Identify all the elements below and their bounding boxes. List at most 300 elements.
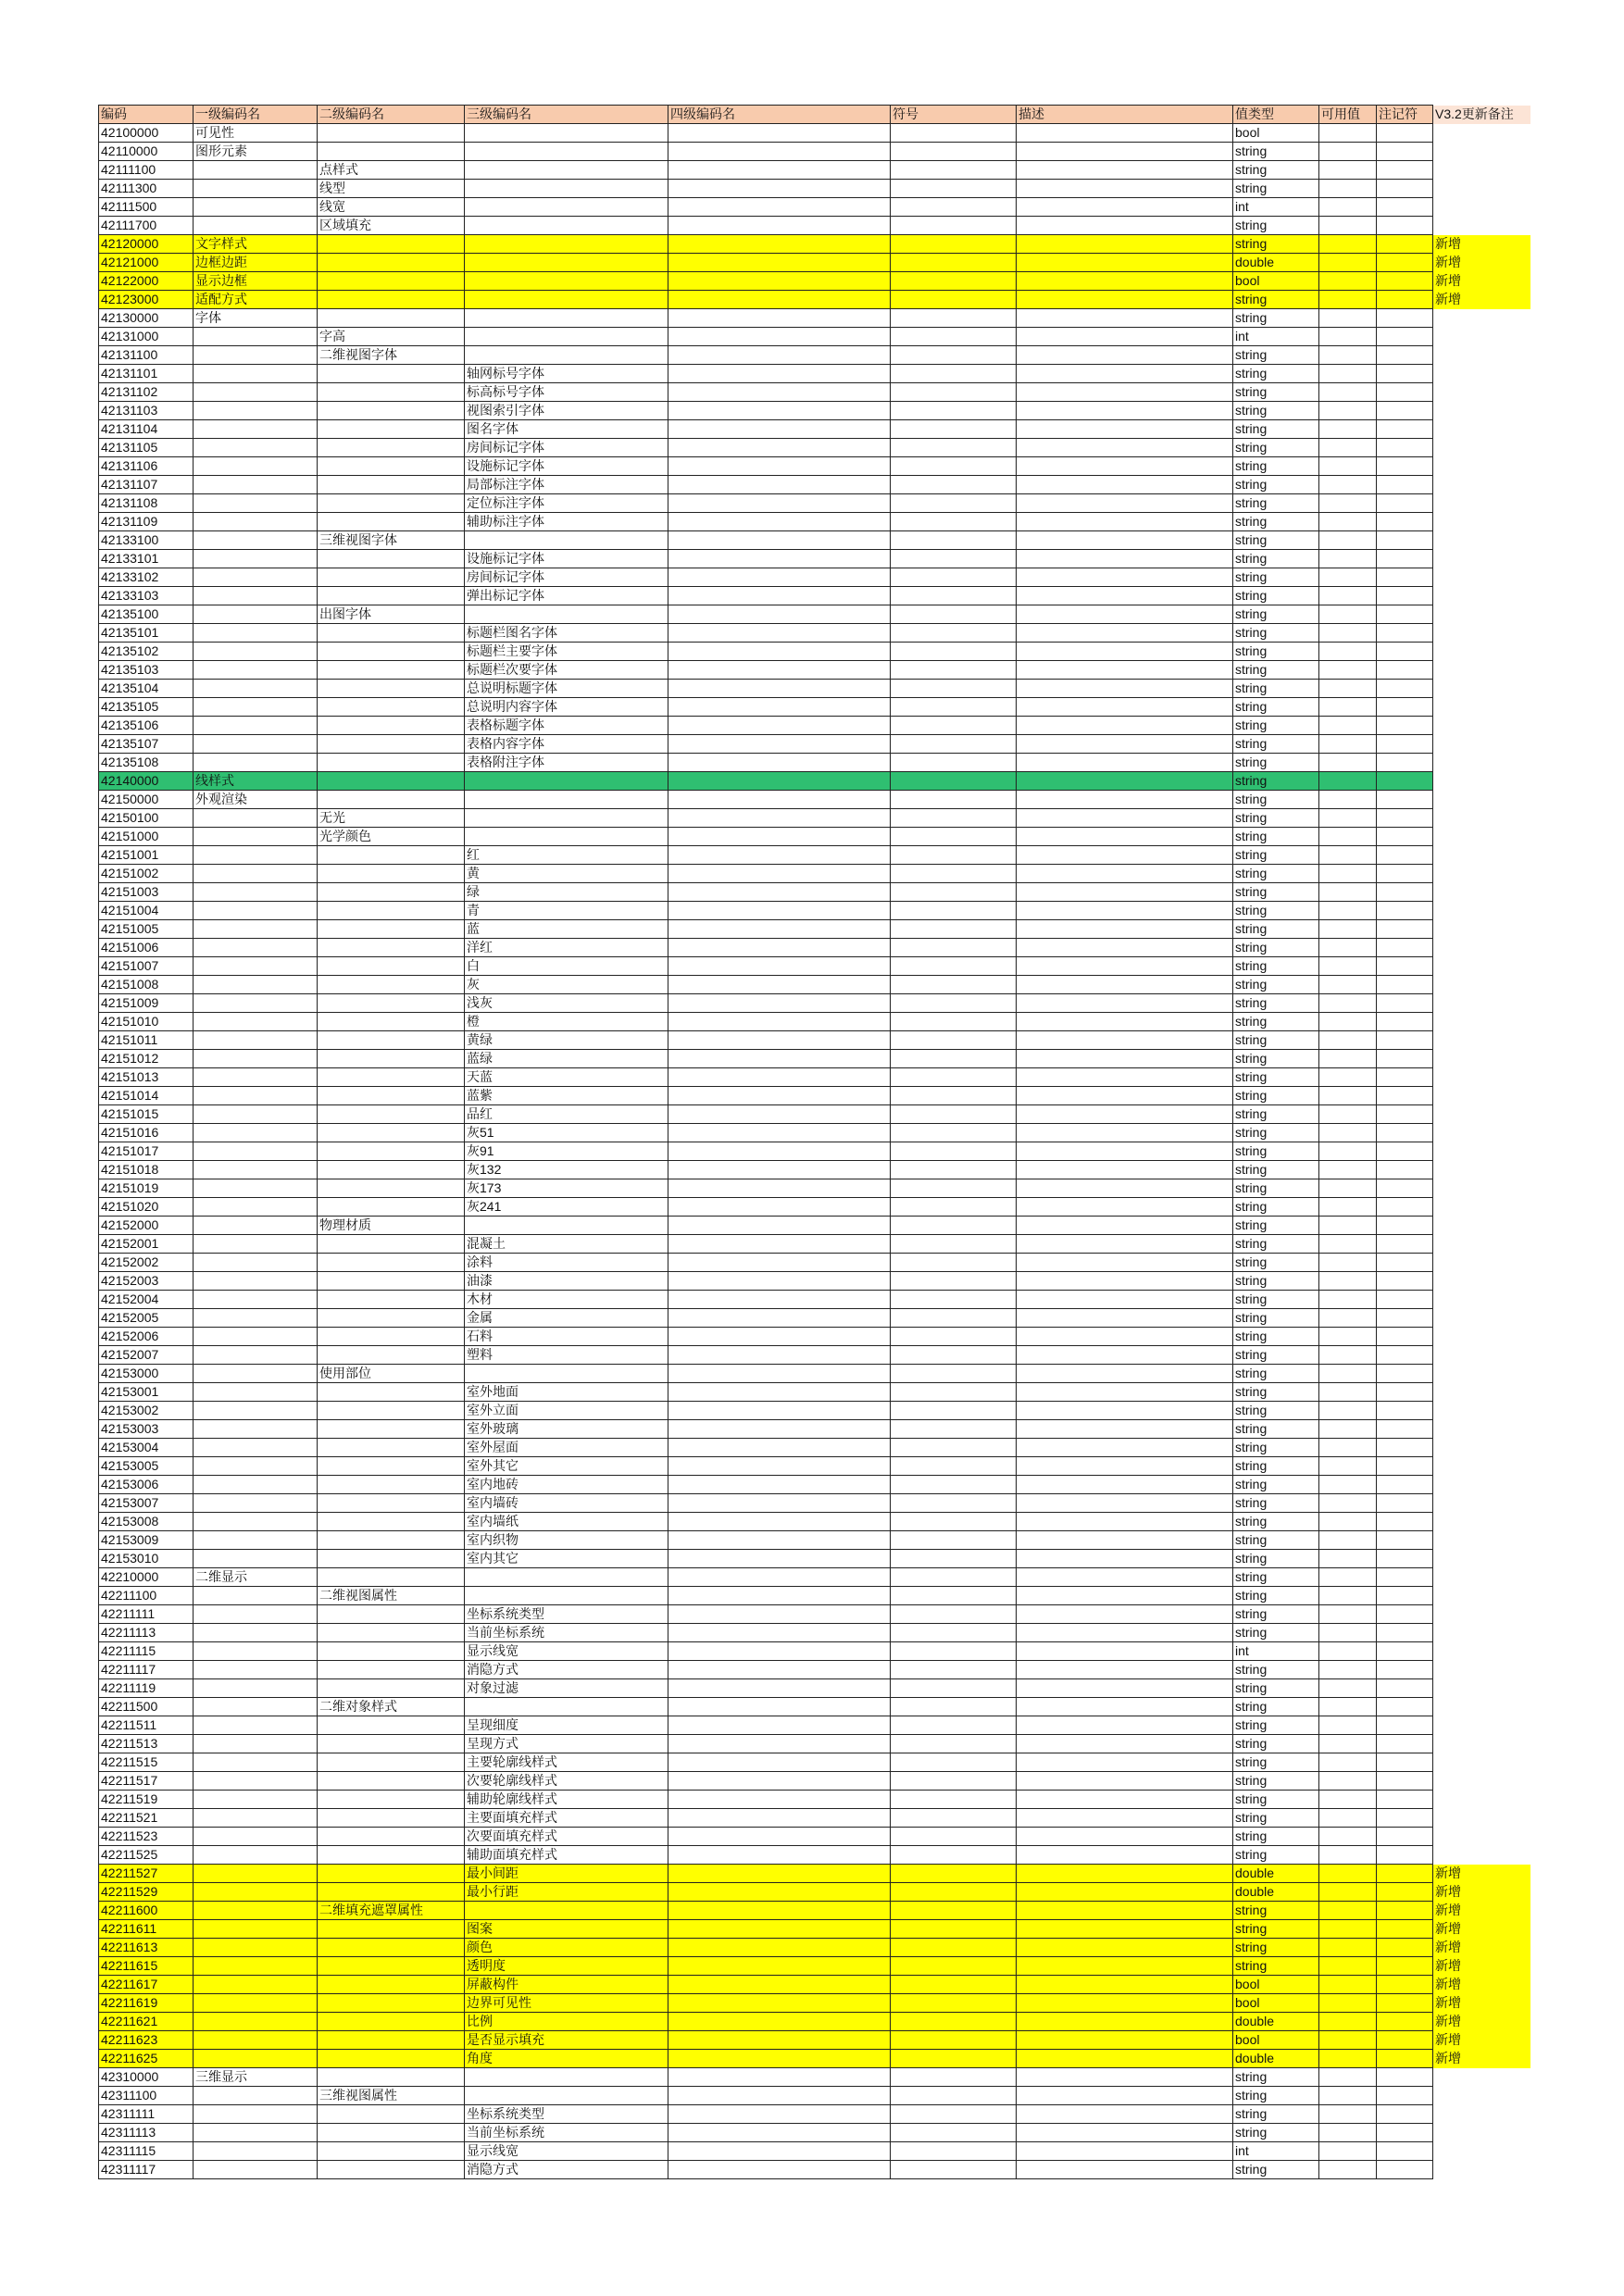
- table-row: [99, 531, 1531, 550]
- cell-value-type: string: [1233, 1013, 1319, 1031]
- table-row: [99, 902, 1531, 920]
- cell-available-values: [1319, 1365, 1377, 1383]
- cell-level4-name: [668, 272, 891, 291]
- cell-available-values: [1319, 957, 1377, 976]
- cell-description: [1017, 846, 1233, 865]
- cell-level1-name: [194, 1457, 318, 1476]
- cell-symbol: [891, 1328, 1017, 1346]
- cell-code: 42153005: [99, 1457, 194, 1476]
- cell-code: 42133103: [99, 587, 194, 605]
- cell-level4-name: [668, 2013, 891, 2031]
- cell-level1-name: [194, 1772, 318, 1791]
- cell-level4-name: [668, 1142, 891, 1161]
- cell-level3-name: [465, 1698, 668, 1716]
- cell-code: 42211625: [99, 2050, 194, 2068]
- table-row: [99, 624, 1531, 643]
- cell-update-note: [1433, 2068, 1531, 2087]
- cell-level2-name: [318, 1994, 465, 2013]
- cell-level4-name: [668, 1105, 891, 1124]
- cell-level2-name: [318, 1531, 465, 1550]
- cell-annotation: [1377, 2068, 1433, 2087]
- cell-value-type: string: [1233, 513, 1319, 531]
- cell-value-type: string: [1233, 2068, 1319, 2087]
- cell-description: [1017, 1994, 1233, 2013]
- cell-update-note: [1433, 550, 1531, 568]
- cell-value-type: double: [1233, 1883, 1319, 1902]
- cell-symbol: [891, 568, 1017, 587]
- cell-code: 42151010: [99, 1013, 194, 1031]
- cell-level4-name: [668, 1735, 891, 1753]
- cell-value-type: bool: [1233, 1976, 1319, 1994]
- cell-available-values: [1319, 1142, 1377, 1161]
- cell-value-type: string: [1233, 1716, 1319, 1735]
- cell-level1-name: [194, 1716, 318, 1735]
- cell-level4-name: [668, 1217, 891, 1235]
- cell-value-type: string: [1233, 309, 1319, 328]
- cell-code: 42151015: [99, 1105, 194, 1124]
- cell-code: 42150000: [99, 791, 194, 809]
- cell-level2-name: [318, 1605, 465, 1624]
- table-row: [99, 1179, 1531, 1198]
- cell-description: [1017, 180, 1233, 198]
- cell-symbol: [891, 1865, 1017, 1883]
- cell-description: [1017, 1494, 1233, 1513]
- cell-available-values: [1319, 291, 1377, 309]
- cell-code: 42211515: [99, 1753, 194, 1772]
- cell-value-type: string: [1233, 1309, 1319, 1328]
- cell-description: [1017, 439, 1233, 457]
- cell-description: [1017, 772, 1233, 791]
- cell-annotation: [1377, 643, 1433, 661]
- cell-available-values: [1319, 365, 1377, 383]
- cell-available-values: [1319, 550, 1377, 568]
- cell-level3-name: 坐标系统类型: [465, 1605, 668, 1624]
- cell-symbol: [891, 605, 1017, 624]
- cell-code: 42135102: [99, 643, 194, 661]
- cell-annotation: [1377, 291, 1433, 309]
- cell-update-note: 新增: [1433, 2031, 1531, 2050]
- cell-symbol: [891, 291, 1017, 309]
- cell-description: [1017, 217, 1233, 235]
- cell-level1-name: [194, 846, 318, 865]
- table-row: [99, 1642, 1531, 1661]
- cell-code: 42140000: [99, 772, 194, 791]
- cell-description: [1017, 994, 1233, 1013]
- cell-description: [1017, 2105, 1233, 2124]
- cell-symbol: [891, 1513, 1017, 1531]
- table-row: [99, 1568, 1531, 1587]
- cell-level4-name: [668, 1494, 891, 1513]
- cell-code: 42133102: [99, 568, 194, 587]
- cell-level4-name: [668, 902, 891, 920]
- cell-value-type: string: [1233, 809, 1319, 828]
- cell-level4-name: [668, 2124, 891, 2142]
- cell-level1-name: [194, 1105, 318, 1124]
- cell-level3-name: 蓝: [465, 920, 668, 939]
- cell-symbol: [891, 2031, 1017, 2050]
- cell-level3-name: 涂料: [465, 1254, 668, 1272]
- cell-level1-name: [194, 1809, 318, 1828]
- cell-level1-name: [194, 1272, 318, 1291]
- cell-value-type: string: [1233, 457, 1319, 476]
- cell-symbol: [891, 1476, 1017, 1494]
- cell-level4-name: [668, 1531, 891, 1550]
- cell-level2-name: [318, 402, 465, 420]
- cell-symbol: [891, 1753, 1017, 1772]
- cell-level4-name: [668, 1716, 891, 1735]
- cell-update-note: [1433, 680, 1531, 698]
- cell-level4-name: [668, 1235, 891, 1254]
- cell-annotation: [1377, 1920, 1433, 1939]
- cell-annotation: [1377, 1772, 1433, 1791]
- cell-code: 42311113: [99, 2124, 194, 2142]
- cell-symbol: [891, 772, 1017, 791]
- cell-available-values: [1319, 1920, 1377, 1939]
- cell-symbol: [891, 698, 1017, 717]
- table-row: [99, 698, 1531, 717]
- table-row: [99, 1439, 1531, 1457]
- cell-update-note: [1433, 902, 1531, 920]
- table-row: [99, 939, 1531, 957]
- table-row: [99, 1383, 1531, 1402]
- cell-available-values: [1319, 2013, 1377, 2031]
- cell-level4-name: [668, 1772, 891, 1791]
- cell-description: [1017, 1161, 1233, 1179]
- cell-level4-name: [668, 1476, 891, 1494]
- table-row: [99, 1235, 1531, 1254]
- cell-update-note: [1433, 1828, 1531, 1846]
- cell-level3-name: 表格标题字体: [465, 717, 668, 735]
- cell-description: [1017, 1902, 1233, 1920]
- cell-value-type: string: [1233, 680, 1319, 698]
- cell-level4-name: [668, 809, 891, 828]
- header-symbol: 符号: [891, 106, 1017, 124]
- cell-description: [1017, 1365, 1233, 1383]
- cell-annotation: [1377, 457, 1433, 476]
- cell-level3-name: 室外其它: [465, 1457, 668, 1476]
- cell-level2-name: [318, 1624, 465, 1642]
- cell-level3-name: 木材: [465, 1291, 668, 1309]
- cell-level4-name: [668, 828, 891, 846]
- cell-level2-name: [318, 2031, 465, 2050]
- cell-symbol: [891, 1642, 1017, 1661]
- table-row: [99, 1920, 1531, 1939]
- cell-value-type: string: [1233, 828, 1319, 846]
- cell-level2-name: 物理材质: [318, 1217, 465, 1235]
- cell-code: 42153008: [99, 1513, 194, 1531]
- cell-available-values: [1319, 383, 1377, 402]
- cell-available-values: [1319, 1550, 1377, 1568]
- cell-symbol: [891, 994, 1017, 1013]
- cell-annotation: [1377, 1309, 1433, 1328]
- cell-available-values: [1319, 1402, 1377, 1420]
- cell-level2-name: [318, 1920, 465, 1939]
- cell-value-type: double: [1233, 2013, 1319, 2031]
- cell-level1-name: [194, 1735, 318, 1753]
- cell-description: [1017, 568, 1233, 587]
- cell-update-note: [1433, 809, 1531, 828]
- table-row: [99, 1753, 1531, 1772]
- cell-annotation: [1377, 143, 1433, 161]
- cell-description: [1017, 272, 1233, 291]
- cell-code: 42211517: [99, 1772, 194, 1791]
- cell-description: [1017, 1402, 1233, 1420]
- header-row: [99, 106, 1531, 124]
- cell-value-type: string: [1233, 661, 1319, 680]
- cell-description: [1017, 457, 1233, 476]
- cell-available-values: [1319, 754, 1377, 772]
- cell-annotation: [1377, 1124, 1433, 1142]
- cell-level4-name: [668, 1753, 891, 1772]
- cell-level3-name: 图名字体: [465, 420, 668, 439]
- cell-level1-name: [194, 680, 318, 698]
- cell-level1-name: [194, 1365, 318, 1383]
- cell-level3-name: 显示线宽: [465, 1642, 668, 1661]
- cell-description: [1017, 1920, 1233, 1939]
- cell-symbol: [891, 513, 1017, 531]
- table-row: [99, 680, 1531, 698]
- cell-level3-name: 室外地面: [465, 1383, 668, 1402]
- cell-description: [1017, 902, 1233, 920]
- cell-code: 42131106: [99, 457, 194, 476]
- cell-description: [1017, 365, 1233, 383]
- cell-level2-name: [318, 2105, 465, 2124]
- cell-level4-name: [668, 291, 891, 309]
- cell-level3-name: [465, 124, 668, 143]
- cell-available-values: [1319, 698, 1377, 717]
- cell-value-type: string: [1233, 939, 1319, 957]
- cell-annotation: [1377, 1828, 1433, 1846]
- cell-description: [1017, 1346, 1233, 1365]
- cell-annotation: [1377, 513, 1433, 531]
- cell-annotation: [1377, 1161, 1433, 1179]
- cell-annotation: [1377, 1753, 1433, 1772]
- cell-level3-name: 最小间距: [465, 1865, 668, 1883]
- table-row: [99, 1068, 1531, 1087]
- cell-symbol: [891, 1791, 1017, 1809]
- cell-value-type: string: [1233, 1568, 1319, 1587]
- table-row: [99, 1031, 1531, 1050]
- cell-level2-name: [318, 1865, 465, 1883]
- cell-available-values: [1319, 1124, 1377, 1142]
- cell-symbol: [891, 865, 1017, 883]
- cell-level1-name: [194, 1865, 318, 1883]
- cell-level1-name: [194, 1605, 318, 1624]
- cell-code: 42211613: [99, 1939, 194, 1957]
- cell-annotation: [1377, 1402, 1433, 1420]
- cell-code: 42121000: [99, 254, 194, 272]
- table-row: [99, 161, 1531, 180]
- cell-description: [1017, 1531, 1233, 1550]
- cell-value-type: string: [1233, 994, 1319, 1013]
- cell-symbol: [891, 1531, 1017, 1550]
- cell-level3-name: 灰51: [465, 1124, 668, 1142]
- cell-level3-name: 主要面填充样式: [465, 1809, 668, 1828]
- cell-available-values: [1319, 217, 1377, 235]
- cell-level3-name: [465, 809, 668, 828]
- cell-level2-name: [318, 2142, 465, 2161]
- table-row: [99, 809, 1531, 828]
- cell-update-note: [1433, 1198, 1531, 1217]
- table-row: [99, 957, 1531, 976]
- cell-value-type: string: [1233, 735, 1319, 754]
- cell-available-values: [1319, 717, 1377, 735]
- cell-code: 42211621: [99, 2013, 194, 2031]
- cell-code: 42151000: [99, 828, 194, 846]
- cell-update-note: 新增: [1433, 2050, 1531, 2068]
- cell-level2-name: [318, 1272, 465, 1291]
- cell-level1-name: [194, 457, 318, 476]
- cell-level2-name: [318, 1494, 465, 1513]
- cell-description: [1017, 346, 1233, 365]
- table-row: [99, 1605, 1531, 1624]
- cell-annotation: [1377, 828, 1433, 846]
- cell-level4-name: [668, 1568, 891, 1587]
- cell-symbol: [891, 883, 1017, 902]
- cell-code: 42131102: [99, 383, 194, 402]
- cell-level4-name: [668, 217, 891, 235]
- cell-level1-name: [194, 1883, 318, 1902]
- cell-level1-name: 外观渲染: [194, 791, 318, 809]
- cell-level1-name: [194, 994, 318, 1013]
- cell-code: 42130000: [99, 309, 194, 328]
- cell-code: 42151016: [99, 1124, 194, 1142]
- cell-available-values: [1319, 143, 1377, 161]
- cell-level1-name: [194, 1031, 318, 1050]
- cell-level3-name: 坐标系统类型: [465, 2105, 668, 2124]
- cell-update-note: [1433, 1513, 1531, 1531]
- cell-code: 42110000: [99, 143, 194, 161]
- cell-description: [1017, 476, 1233, 494]
- table-row: [99, 476, 1531, 494]
- cell-level4-name: [668, 1920, 891, 1939]
- cell-symbol: [891, 1105, 1017, 1124]
- cell-annotation: [1377, 920, 1433, 939]
- cell-code: 42120000: [99, 235, 194, 254]
- header-level3: 三级编码名: [465, 106, 668, 124]
- cell-level1-name: [194, 1624, 318, 1642]
- cell-level1-name: [194, 1513, 318, 1531]
- cell-update-note: 新增: [1433, 2013, 1531, 2031]
- cell-level4-name: [668, 180, 891, 198]
- cell-update-note: 新增: [1433, 272, 1531, 291]
- cell-value-type: string: [1233, 2124, 1319, 2142]
- cell-description: [1017, 1068, 1233, 1087]
- cell-level1-name: [194, 513, 318, 531]
- cell-level2-name: [318, 2068, 465, 2087]
- cell-level1-name: 可见性: [194, 124, 318, 143]
- table-row: [99, 439, 1531, 457]
- table-row: [99, 1513, 1531, 1531]
- cell-annotation: [1377, 1531, 1433, 1550]
- table-row: [99, 643, 1531, 661]
- cell-level2-name: [318, 1457, 465, 1476]
- cell-annotation: [1377, 180, 1433, 198]
- cell-code: 42211527: [99, 1865, 194, 1883]
- cell-update-note: [1433, 494, 1531, 513]
- cell-level2-name: [318, 1679, 465, 1698]
- cell-update-note: [1433, 939, 1531, 957]
- cell-update-note: [1433, 1753, 1531, 1772]
- cell-available-values: [1319, 735, 1377, 754]
- cell-code: 42311117: [99, 2161, 194, 2179]
- cell-description: [1017, 1513, 1233, 1531]
- cell-available-values: [1319, 420, 1377, 439]
- cell-level4-name: [668, 476, 891, 494]
- table-row: [99, 254, 1531, 272]
- cell-code: 42151012: [99, 1050, 194, 1068]
- cell-description: [1017, 643, 1233, 661]
- cell-level3-name: 是否显示填充: [465, 2031, 668, 2050]
- cell-symbol: [891, 809, 1017, 828]
- cell-description: [1017, 550, 1233, 568]
- table-row: [99, 1865, 1531, 1883]
- cell-update-note: [1433, 1087, 1531, 1105]
- cell-symbol: [891, 1698, 1017, 1716]
- cell-level4-name: [668, 1050, 891, 1068]
- cell-code: 42211100: [99, 1587, 194, 1605]
- cell-value-type: string: [1233, 883, 1319, 902]
- cell-level3-name: 油漆: [465, 1272, 668, 1291]
- cell-update-note: [1433, 161, 1531, 180]
- cell-level4-name: [668, 1013, 891, 1031]
- cell-value-type: string: [1233, 161, 1319, 180]
- cell-value-type: string: [1233, 494, 1319, 513]
- cell-value-type: string: [1233, 754, 1319, 772]
- cell-symbol: [891, 476, 1017, 494]
- cell-value-type: string: [1233, 1605, 1319, 1624]
- cell-code: 42135100: [99, 605, 194, 624]
- cell-symbol: [891, 1142, 1017, 1161]
- cell-level4-name: [668, 346, 891, 365]
- cell-code: 42152004: [99, 1291, 194, 1309]
- cell-level3-name: [465, 2068, 668, 2087]
- cell-value-type: string: [1233, 1679, 1319, 1698]
- cell-code: 42153000: [99, 1365, 194, 1383]
- cell-annotation: [1377, 1291, 1433, 1309]
- cell-update-note: [1433, 2124, 1531, 2142]
- cell-available-values: [1319, 1735, 1377, 1753]
- cell-level2-name: [318, 420, 465, 439]
- cell-level2-name: [318, 1031, 465, 1050]
- cell-code: 42151005: [99, 920, 194, 939]
- cell-description: [1017, 1050, 1233, 1068]
- cell-value-type: string: [1233, 1217, 1319, 1235]
- cell-level2-name: [318, 1476, 465, 1494]
- cell-annotation: [1377, 698, 1433, 717]
- cell-update-note: [1433, 1791, 1531, 1809]
- cell-level1-name: [194, 180, 318, 198]
- cell-description: [1017, 1087, 1233, 1105]
- cell-level2-name: [318, 1124, 465, 1142]
- cell-value-type: string: [1233, 1698, 1319, 1716]
- cell-level3-name: 次要轮廓线样式: [465, 1772, 668, 1791]
- cell-code: 42151001: [99, 846, 194, 865]
- table-row: [99, 1217, 1531, 1235]
- cell-description: [1017, 291, 1233, 309]
- cell-symbol: [891, 2161, 1017, 2179]
- cell-value-type: string: [1233, 2087, 1319, 2105]
- cell-description: [1017, 1420, 1233, 1439]
- cell-level3-name: 当前坐标系统: [465, 2124, 668, 2142]
- cell-description: [1017, 1753, 1233, 1772]
- cell-description: [1017, 624, 1233, 643]
- cell-level2-name: [318, 1772, 465, 1791]
- cell-annotation: [1377, 1550, 1433, 1568]
- cell-code: 42135101: [99, 624, 194, 643]
- cell-level4-name: [668, 1957, 891, 1976]
- cell-symbol: [891, 2124, 1017, 2142]
